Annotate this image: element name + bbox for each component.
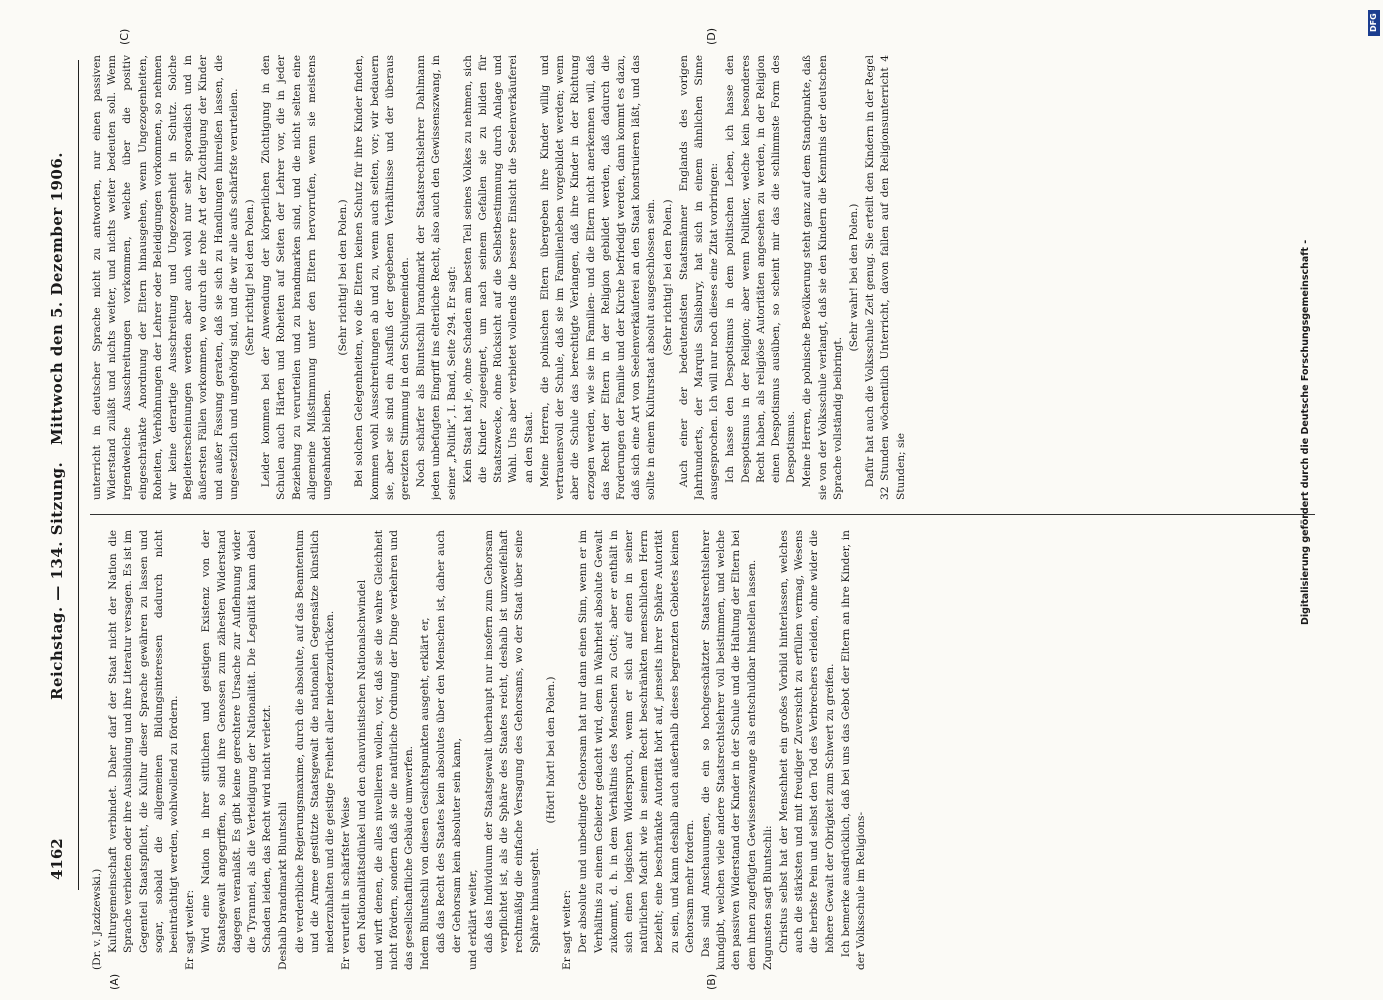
dfg-logo: DFG xyxy=(1368,10,1380,36)
paragraph: Meine Herren, die polnische Bevölkerung steht ganz auf dem Standpunkte, daß sie von der Volksschule verlangt, daß sie den Kindern die Kenntnis der deutschen Sprache vollständig beibringt. xyxy=(801,55,844,500)
paragraph: Deshalb brandmarkt Bluntschli xyxy=(277,801,290,970)
paragraph: und wirft denen, die alles nivellieren wollen, vor, daß sie die wahre Gleichheit nicht fördern, sondern daß sie die natürliche Ordnung der Dinge verkehren und das gesellschaftliche Gebäude umwerfen. xyxy=(372,530,416,970)
paragraph: Leider kommen bei der Anwendung der körperlichen Züchtigung in den Schulen auch Härten und Roheiten auf Seiten der Lehrer vor, die in jeder Beziehung zu verurteilen und zu brandmarken sind, und die nicht selten eine allgemeine Mißstimmung unter den Eltern hervorrufen, wenn sie meistens ungeahndet bleiben. xyxy=(260,55,334,500)
paragraph: (Hört! hört! bei den Polen.) xyxy=(544,676,557,824)
paragraph: Dafür hat auch die Volksschule Zeit genug. Sie erteilt den Kindern in der Regel 32 Stunden wöchentlich Unterricht, davon fallen auf den Religionsunterricht 4 Stunden; sie xyxy=(864,55,907,500)
margin-marker-d: (D) xyxy=(705,27,718,45)
paragraph: Indem Bluntschli von diesen Gesichtspunkten ausgeht, erklärt er, xyxy=(419,617,432,970)
paragraph: Noch schärfer als Bluntschli brandmarkt der Staatsrechtslehrer Dahlmann jeden unbefugten Eingriff ins elterliche Recht, also auch den Gewissenszwang, in seiner „Politik“, I. Band, Seite 294. Er sagt: xyxy=(415,55,458,500)
paragraph: Kulturgemeinschaft verbindet. Daher darf der Staat nicht der Nation die Sprache verbieten oder ihre Ausbildung und ihre Literatur versagen. Es ist im Gegenteil Staatspflicht, die Kultur dieser Sprache gewähren zu lassen und sogar, sobald die allgemeinen Bildungsinteressen dadurch nicht beeinträchtigt werden, wohlwollend zu fördern. xyxy=(107,530,181,954)
paragraph: unterricht in deutscher Sprache nicht zu antworten, nur einen passiven Widerstand zuläßt und nichts weiter, und nichts weiter bedeuten soll. Wenn irgendwelche Ausschreitungen vorkommen, welche über die positiv eingeschränkte Anordnung der Eltern hinausgehen, wenn Ungezogenheiten, Roheiten, Verhöhnungen der Lehrer oder Beleidigungen vorkommen, so nehmen wir keine derartige Ausschreitung und Ungezogenheit in Schutz. Solche Begleiterscheinungen werden aber auch wohl nur sehr sporadisch und in äußersten Fällen vorkommen, wo durch die rohe Art der Züchtigung der Kinder und außer Fassung geraten, daß sie sich zu Handlungen hinreißen lassen, die ungesetzlich und ungehörig sind, und die wir alle aufs schärfste verurteilen. xyxy=(91,55,240,500)
page-number: 4162 xyxy=(48,838,66,880)
paragraph: Kein Staat hat je, ohne Schaden am besten Teil seines Volkes zu nehmen, sich die Kinder zugeeignet, um nach seinem Gefallen sie zu bilden für Staatszwecke, ohne Rücksicht auf die Selbstbestimmung durch Anlage und Wahl. Uns aber verbietet vollends die bessere Einsicht die Seelenverkäuferei an den Staat. xyxy=(461,55,535,484)
right-column xyxy=(90,55,1320,500)
left-column xyxy=(90,530,1320,970)
paragraph: Das sind Anschauungen, die ein so hochgeschätzter Staatsrechtslehrer kundgibt, welchen viele andere Staatsrechtslehrer voll beistimmen, und welche den passiven Widerstand der Kinder in der Schule und die Haltung der Eltern bei dem ihnen zugefügten Gewissenszwange als entschuldbar hinstellen lassen. xyxy=(699,530,758,970)
paragraph: Wird eine Nation in ihrer sittlichen und geistigen Existenz von der Staatsgewalt angegriffen, so sind ihre Genossen zum zähesten Widerstand dagegen veranlaßt. Es gibt keine gerechtere Ursache zur Auflehnung wider die Tyrannei, als die Verteidigung der Nationalität. Die Legalität kann dabei Schaden leiden, das Recht wird nicht verletzt. xyxy=(200,530,274,954)
paragraph: Er sagt weiter: xyxy=(561,889,574,970)
paragraph: Christus selbst hat der Menschheit ein großes Vorbild hinterlassen, welches auch die stärksten und mit freudiger Zuversicht zu erfüllen vermag, Wesens die herbste Pein und selbst den Tod des Verbrechers erleiden, ohne wider die höhere Gewalt der Obrigkeit zum Schwert zu greifen. xyxy=(777,530,836,954)
header-rule xyxy=(78,60,79,890)
paragraph: daß das Individuum der Staatsgewalt überhaupt nur insofern zum Gehorsam verpflichtet ist, als die Sphäre des Staates reicht, deshalb ist unzweifelhaft rechtmäßig die einfache Versagung des Gehorsams, wo der Staat über seine Sphäre hinausgeht. xyxy=(483,530,541,954)
paragraph: Er sagt weiter: xyxy=(184,889,197,970)
paragraph: (Sehr richtig! bei den Polen.) xyxy=(337,199,350,356)
margin-marker-c: (C) xyxy=(118,28,131,45)
margin-marker-b: (B) xyxy=(705,973,718,990)
paragraph: Meine Herren, die polnischen Eltern übergeben ihre Kinder willig und vertrauensvoll der Schule, daß sie im Familienleben vorgebildet werden; wenn aber die Schule das berechtigte Verlangen, daß ihre Kinder in der Richtung erzogen werden, wie sie im Familien- und die Eltern nicht anerkennen will, daß das Recht der Eltern in der Religion gebildet werden, daß dadurch die Forderungen der Familie und der Kirche befriedigt werden, dann kommt es dazu, daß sich eine Art von Seelenverkäuferei an den Staat konstruieren läßt, und das sollte in einem Kulturstaat absolut ausgeschlossen sein. xyxy=(538,55,658,500)
paragraph: (Sehr richtig! bei den Polen.) xyxy=(661,199,674,356)
digitization-note-text: Digitalisierung gefördert durch die Deutsche Forschungsgemeinschaft - xyxy=(1300,239,1311,625)
paragraph: Auch einer der bedeutendsten Staatsmänner Englands des vorigen Jahrhunderts, der Marquis Salisbury, hat sich in einem ähnlichen Sinne ausgesprochen. Ich will nur noch dieses eine Zitat vorbringen: xyxy=(677,55,721,500)
paragraph: den Nationalitätsdünkel und den chauvinistischen Nationalschwindel xyxy=(356,579,369,954)
column-divider xyxy=(90,514,1315,515)
paragraph: daß das Recht des Staates kein absolutes über den Menschen ist, daher auch der Gehorsam kein absoluter sein kann, xyxy=(435,530,463,954)
running-header-left: Reichstag. — 134. Sitzung. xyxy=(48,461,66,700)
paragraph: Zugunsten sagt Bluntschli: xyxy=(761,825,774,970)
paragraph: Ich bemerke ausdrücklich, daß bei uns das Gebot der Eltern an ihre Kinder, in der Volksschule im Religions- xyxy=(839,530,867,970)
paragraph: (Sehr wahr! bei den Polen.) xyxy=(847,203,860,352)
paragraph: und erklärt weiter, xyxy=(466,869,479,970)
paragraph: (Sehr richtig! bei den Polen.) xyxy=(244,199,257,356)
paragraph: Er verurteilt in schärfster Weise xyxy=(340,796,353,970)
margin-marker-a: (A) xyxy=(108,973,121,990)
digitization-note xyxy=(1300,15,1311,625)
paragraph: die verderbliche Regierungsmaxime, durch die absolute, auf das Beamtentum und die Armee gestützte Staatsgewalt die nationalen Gegensätze künstlich niederzuhalten und die geistige Freiheit aller niederzudrücken. xyxy=(293,530,337,954)
paragraph: (Dr. v. Jazdzewski.) xyxy=(91,868,103,970)
paragraph: Der absolute und unbedingte Gehorsam hat nur dann einen Sinn, wenn er im Verhältnis zu einem Gebieter gedacht wird, dem in Wahrheit absolute Gewalt zukommt, d. h. in dem Verhältnis des Menschen zu Gott; aber er enthält in sich einen logischen Widerspruch, wenn er sich auf einen in seiner natürlichen Macht wie in seinem Recht beschränkten menschlichen Herrn bezieht; eine beschränkte Autorität hört auf, jenseits ihrer Sphäre Autorität zu sein, und kann deshalb auch außerhalb dieses begrenzten Gebietes keinen Gehorsam mehr fordern. xyxy=(577,530,696,954)
running-header-right: Mittwoch den 5. Dezember 1906. xyxy=(48,152,66,445)
paragraph: Ich hasse den Despotismus in dem politischen Leben, ich hasse den Despotismus in der Religion; aber wenn Politiker, welche kein besonderes Recht haben, als religiöse Autoritäten angesehen zu werden, in der Religion einen Despotismus ausüben, so scheint mir das die schlimmste Form des Despotismus. xyxy=(724,55,798,484)
paragraph: Bei solchen Gelegenheiten, wo die Eltern keinen Schutz für ihre Kinder finden, kommen wohl Ausschreitungen ab und zu, wenn auch selten, vor; wir bedauern sie, aber sie sind ein Ausfluß der gegebenen Verhältnisse und der überaus gereizten Stimmung in den Schulgemeinden. xyxy=(353,55,412,500)
